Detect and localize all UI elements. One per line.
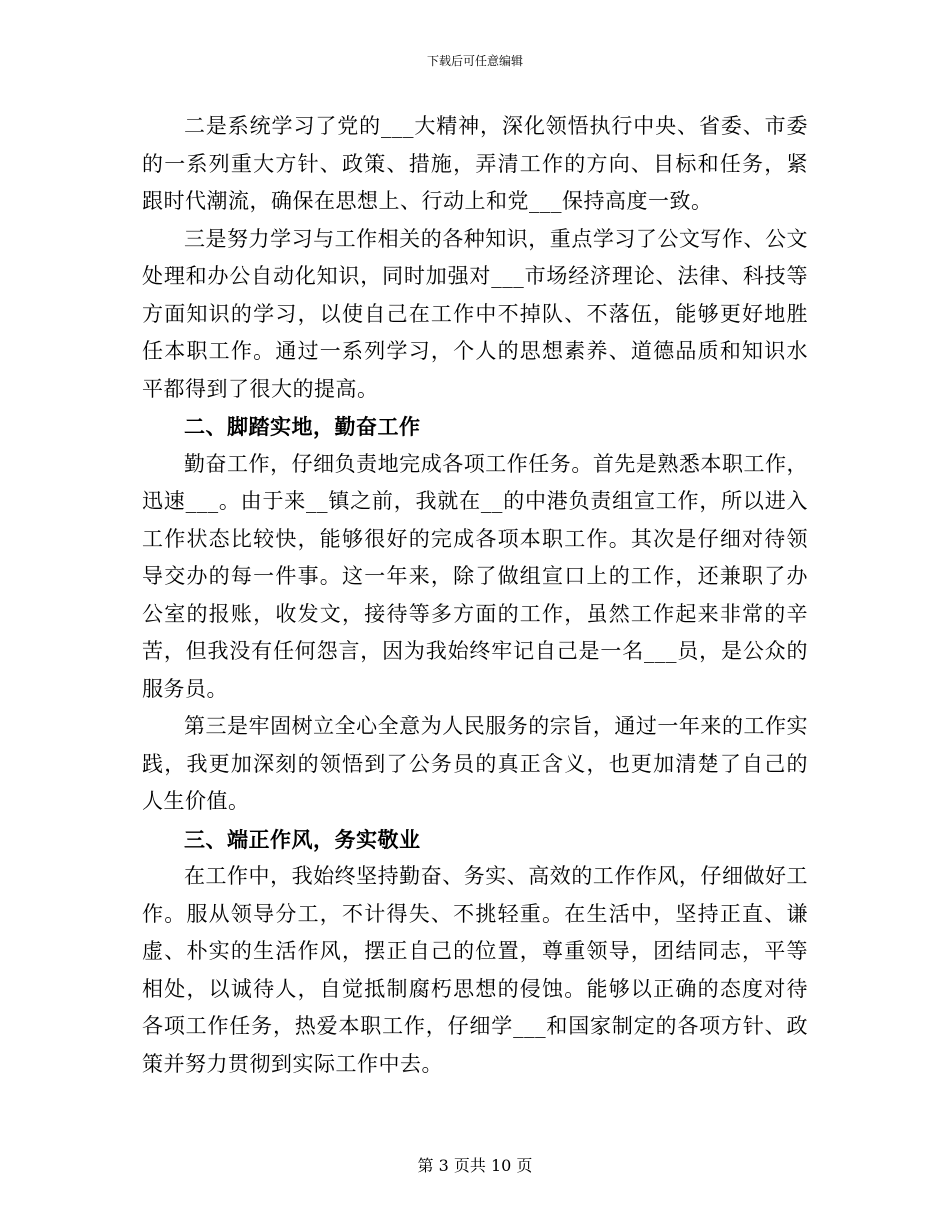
- paragraph-serve-people: 第三是牢固树立全心全意为人民服务的宗旨，通过一年来的工作实践，我更加深刻的领悟到了公务员的真正含义，也更加清楚了自己的人生价值。: [142, 714, 808, 813]
- paragraph-work-style: 在工作中，我始终坚持勤奋、务实、高效的工作作风，仔细做好工作。服从领导分工，不计得失、不挑轻重。在生活中，坚持正直、谦虚、朴实的生活作风，摆正自己的位置，尊重领导，团结同志，平等相处，以诚待人，自觉抵制腐朽思想的侵蚀。能够以正确的态度对待各项工作任务，热爱本职工作，仔细学___和国家制定的各项方针、政策并努力贯彻到实际工作中去。: [142, 864, 808, 1076]
- section-heading-work-style: 三、端正作风，务实敬业: [184, 826, 421, 852]
- page-number-footer: 第 3 页共 10 页: [417, 1156, 533, 1175]
- paragraph-study-party-spirit: 二是系统学习了党的___大精神，深化领悟执行中央、省委、市委的一系列重大方针、政策、措施，弄清工作的方向、目标和任务，紧跟时代潮流，确保在思想上、行动上和党___保持高度一致。: [142, 114, 808, 213]
- paragraph-diligent-work: 勤奋工作，仔细负责地完成各项工作任务。首先是熟悉本职工作，迅速___。由于来__镇之前，我就在__的中港负责组宣工作，所以进入工作状态比较快，能够很好的完成各项本职工作。其次是仔细对待领导交办的每一件事。这一年来，除了做组宣口上的工作，还兼职了办公室的报账，收发文，接待等多方面的工作，虽然工作起来非常的辛苦，但我没有任何怨言，因为我始终牢记自己是一名___员，是公众的服务员。: [142, 451, 808, 701]
- page-header: 下载后可任意编辑: [426, 54, 523, 68]
- document-body: [142, 108, 808, 1083]
- section-heading-work-hard: 二、脚踏实地，勤奋工作: [184, 414, 421, 439]
- paragraph-study-knowledge: 三是努力学习与工作相关的各种知识，重点学习了公文写作、公文处理和办公自动化知识，同时加强对___市场经济理论、法律、科技等方面知识的学习，以使自己在工作中不掉队、不落伍，能够更好地胜任本职工作。通过一系列学习，个人的思想素养、道德品质和知识水平都得到了很大的提高。: [142, 226, 808, 401]
